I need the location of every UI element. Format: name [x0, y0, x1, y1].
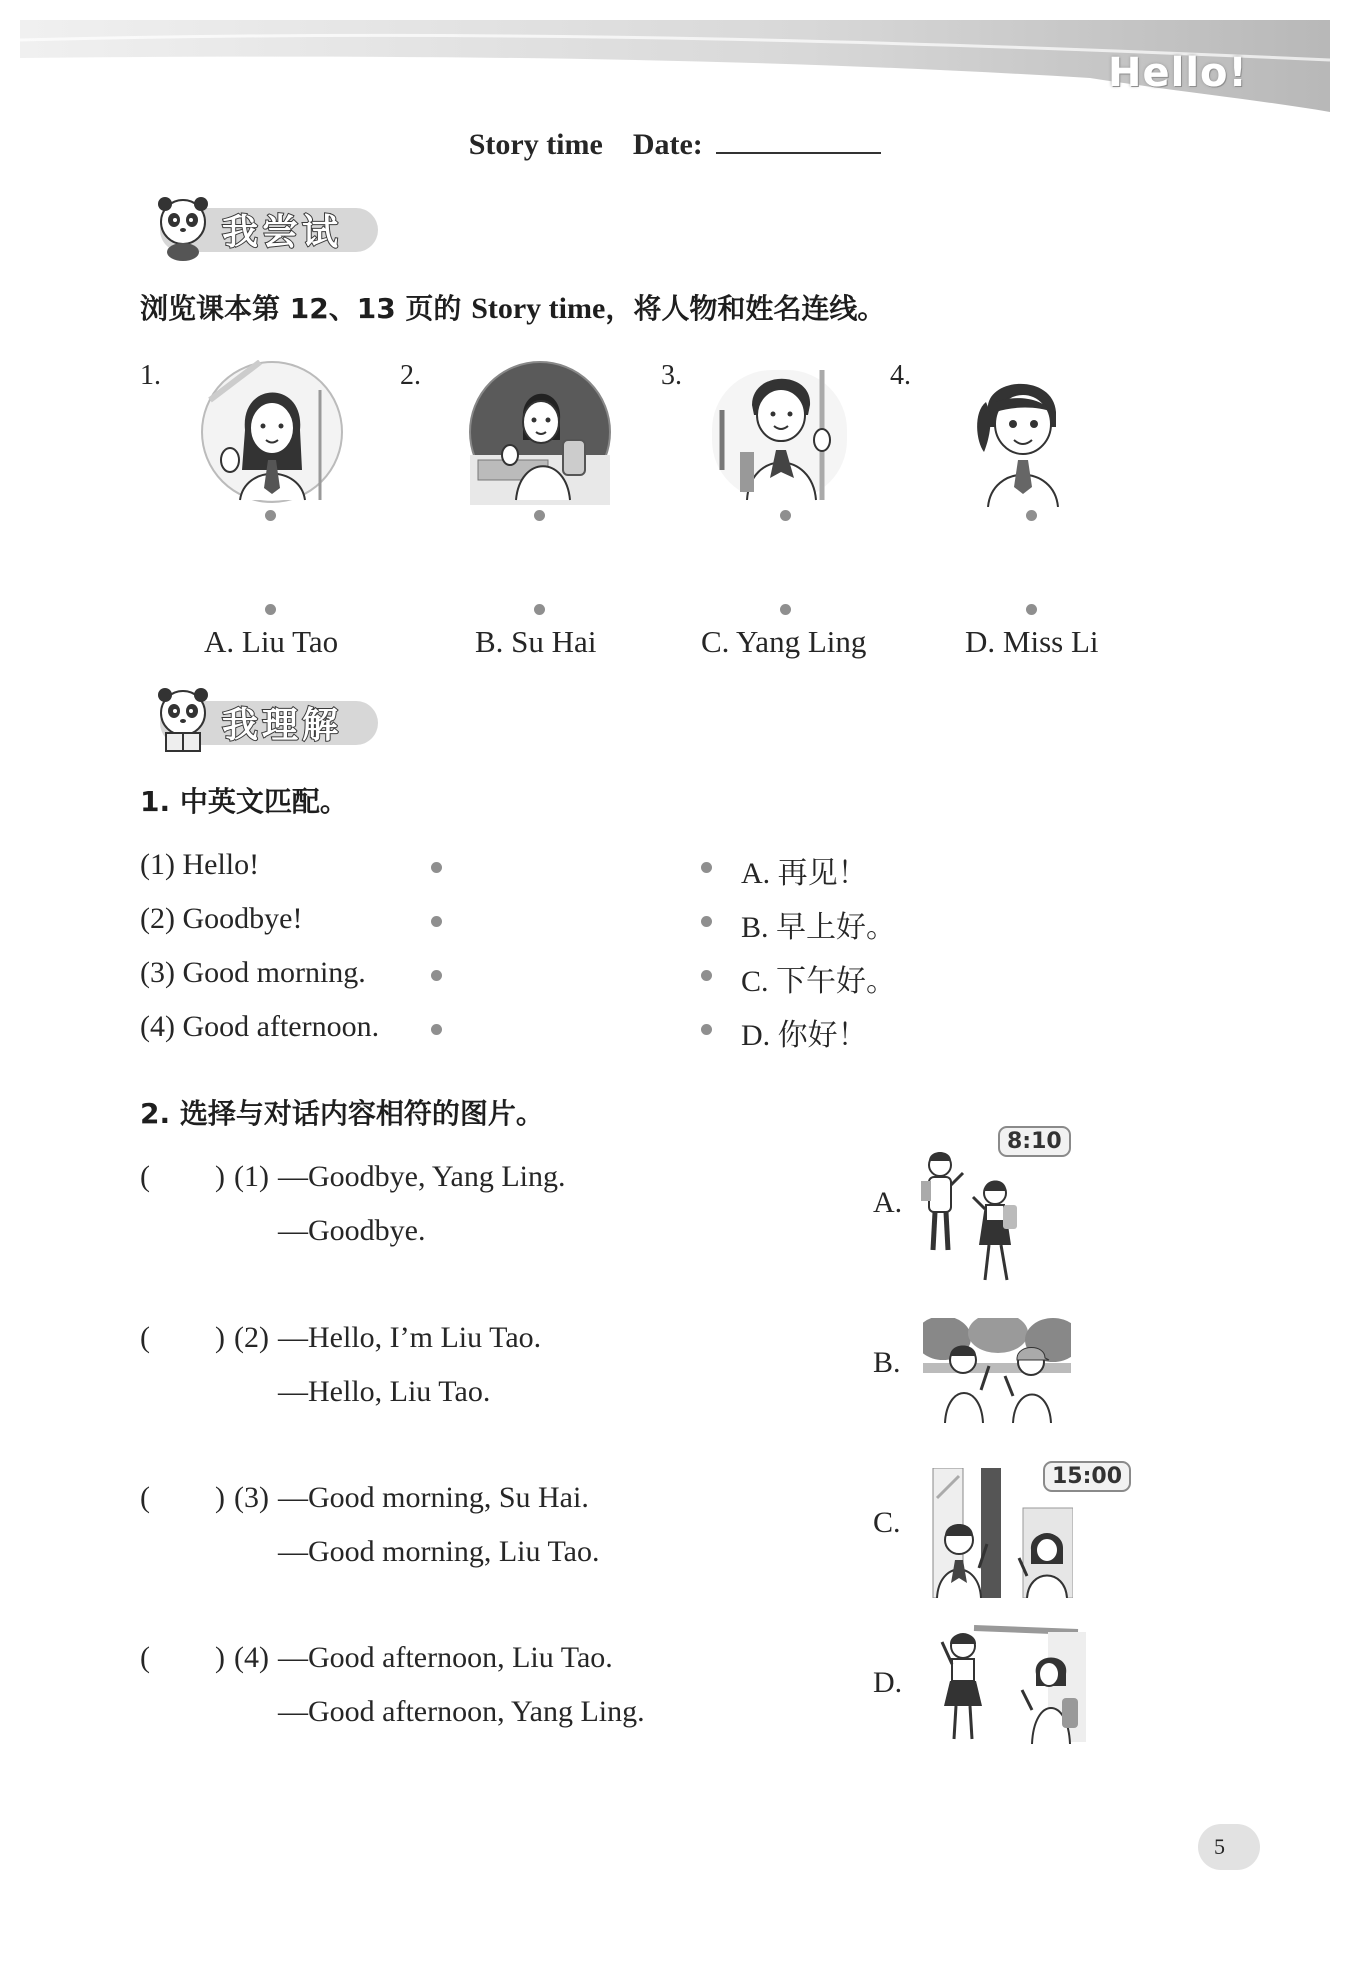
picture-option-b	[923, 1318, 1071, 1423]
answer-paren-open-4[interactable]: (	[140, 1641, 150, 1674]
answer-paren-close-3: )	[215, 1481, 225, 1514]
page-number: 5	[1214, 1834, 1225, 1859]
character-number-3: 3.	[661, 360, 682, 391]
section-badge-try	[140, 192, 380, 256]
match-left-1: (1) Hello!	[140, 848, 260, 881]
panda-icon	[148, 192, 218, 262]
connect-dot-picture-2[interactable]	[534, 510, 545, 521]
dialogue-3-line-2: —Good morning, Liu Tao.	[278, 1535, 600, 1568]
instruction-part-b: ，将人物和姓名连线。	[605, 292, 886, 325]
date-blank[interactable]	[716, 128, 881, 154]
dialogue-2-line-2: —Hello, Liu Tao.	[278, 1375, 491, 1408]
match-dot-right-a[interactable]	[701, 862, 712, 873]
character-number-1: 1.	[140, 360, 161, 391]
match-dot-left-2[interactable]	[431, 916, 442, 927]
match-dot-right-c[interactable]	[701, 970, 712, 981]
section-badge-understand	[140, 685, 380, 749]
item-number-1: (1)	[234, 1160, 269, 1193]
story-time-label: Story time	[468, 128, 603, 161]
match-dot-left-4[interactable]	[431, 1024, 442, 1035]
character-number-4: 4.	[890, 360, 911, 391]
character-picture-4	[968, 372, 1078, 507]
badge-text-understand: 我理解	[222, 705, 343, 746]
dialogue-4-line-1: —Good afternoon, Liu Tao.	[278, 1641, 613, 1674]
connect-dot-picture-1[interactable]	[265, 510, 276, 521]
instruction-en: Story time	[471, 292, 606, 325]
answer-paren-close-2: )	[215, 1321, 225, 1354]
name-option-b: B. Su Hai	[475, 624, 597, 659]
character-picture-2	[468, 360, 613, 505]
item-number-4: (4)	[234, 1641, 269, 1674]
match-left-4: (4) Good afternoon.	[140, 1010, 380, 1043]
badge-text-try: 我尝试	[222, 212, 343, 253]
page-heading	[0, 128, 1350, 162]
task2-title: 2. 选择与对话内容相符的图片。	[140, 1097, 544, 1130]
page-number-background	[1198, 1824, 1260, 1870]
character-number-2: 2.	[400, 360, 421, 391]
panda-reading-icon	[148, 685, 218, 755]
time-tag-c: 15:00	[1043, 1461, 1131, 1492]
instruction-part-a: 浏览课本第 12、13 页的	[140, 292, 462, 325]
name-option-c: C. Yang Ling	[701, 624, 867, 659]
match-dot-right-d[interactable]	[701, 1024, 712, 1035]
picture-option-d	[928, 1624, 1086, 1744]
task1-title: 1. 中英文匹配。	[140, 785, 348, 818]
character-picture-1	[200, 360, 345, 505]
answer-paren-open-3[interactable]: (	[140, 1481, 150, 1514]
connect-dot-name-d[interactable]	[1026, 604, 1037, 615]
picture-option-letter-d: D.	[873, 1666, 903, 1699]
answer-paren-open-2[interactable]: (	[140, 1321, 150, 1354]
time-tag-a: 8:10	[998, 1126, 1071, 1157]
connect-dot-picture-3[interactable]	[780, 510, 791, 521]
answer-paren-close-4: )	[215, 1641, 225, 1674]
dialogue-3-line-1: —Good morning, Su Hai.	[278, 1481, 589, 1514]
item-number-2: (2)	[234, 1321, 269, 1354]
dialogue-2-line-1: —Hello, I’m Liu Tao.	[278, 1321, 542, 1354]
character-picture-3	[712, 360, 852, 505]
dialogue-1-line-2: —Goodbye.	[278, 1214, 426, 1247]
match-dot-left-1[interactable]	[431, 862, 442, 873]
picture-option-letter-c: C.	[873, 1506, 901, 1539]
connect-dot-name-a[interactable]	[265, 604, 276, 615]
match-right-c: C. 下午好。	[741, 965, 897, 998]
picture-option-a	[915, 1145, 1035, 1295]
dialogue-1-line-1: —Goodbye, Yang Ling.	[278, 1160, 566, 1193]
match-left-2: (2) Goodbye!	[140, 902, 303, 935]
answer-paren-close-1: )	[215, 1160, 225, 1193]
connect-dot-name-b[interactable]	[534, 604, 545, 615]
connect-dot-name-c[interactable]	[780, 604, 791, 615]
header-title: Hello!	[1108, 50, 1248, 96]
picture-option-letter-b: B.	[873, 1346, 901, 1379]
match-right-b: B. 早上好。	[741, 911, 897, 944]
connect-dot-picture-4[interactable]	[1026, 510, 1037, 521]
item-number-3: (3)	[234, 1481, 269, 1514]
match-left-3: (3) Good morning.	[140, 956, 366, 989]
section1-instruction	[140, 287, 885, 327]
match-dot-left-3[interactable]	[431, 970, 442, 981]
match-right-d: D. 你好！	[741, 1019, 868, 1052]
name-option-a: A. Liu Tao	[204, 624, 339, 659]
dialogue-4-line-2: —Good afternoon, Yang Ling.	[278, 1695, 645, 1728]
match-right-a: A. 再见！	[741, 857, 868, 890]
name-option-d: D. Miss Li	[965, 624, 1099, 659]
picture-option-letter-a: A.	[873, 1186, 903, 1219]
answer-paren-open-1[interactable]: (	[140, 1160, 150, 1193]
date-label: Date:	[632, 128, 703, 161]
match-dot-right-b[interactable]	[701, 916, 712, 927]
